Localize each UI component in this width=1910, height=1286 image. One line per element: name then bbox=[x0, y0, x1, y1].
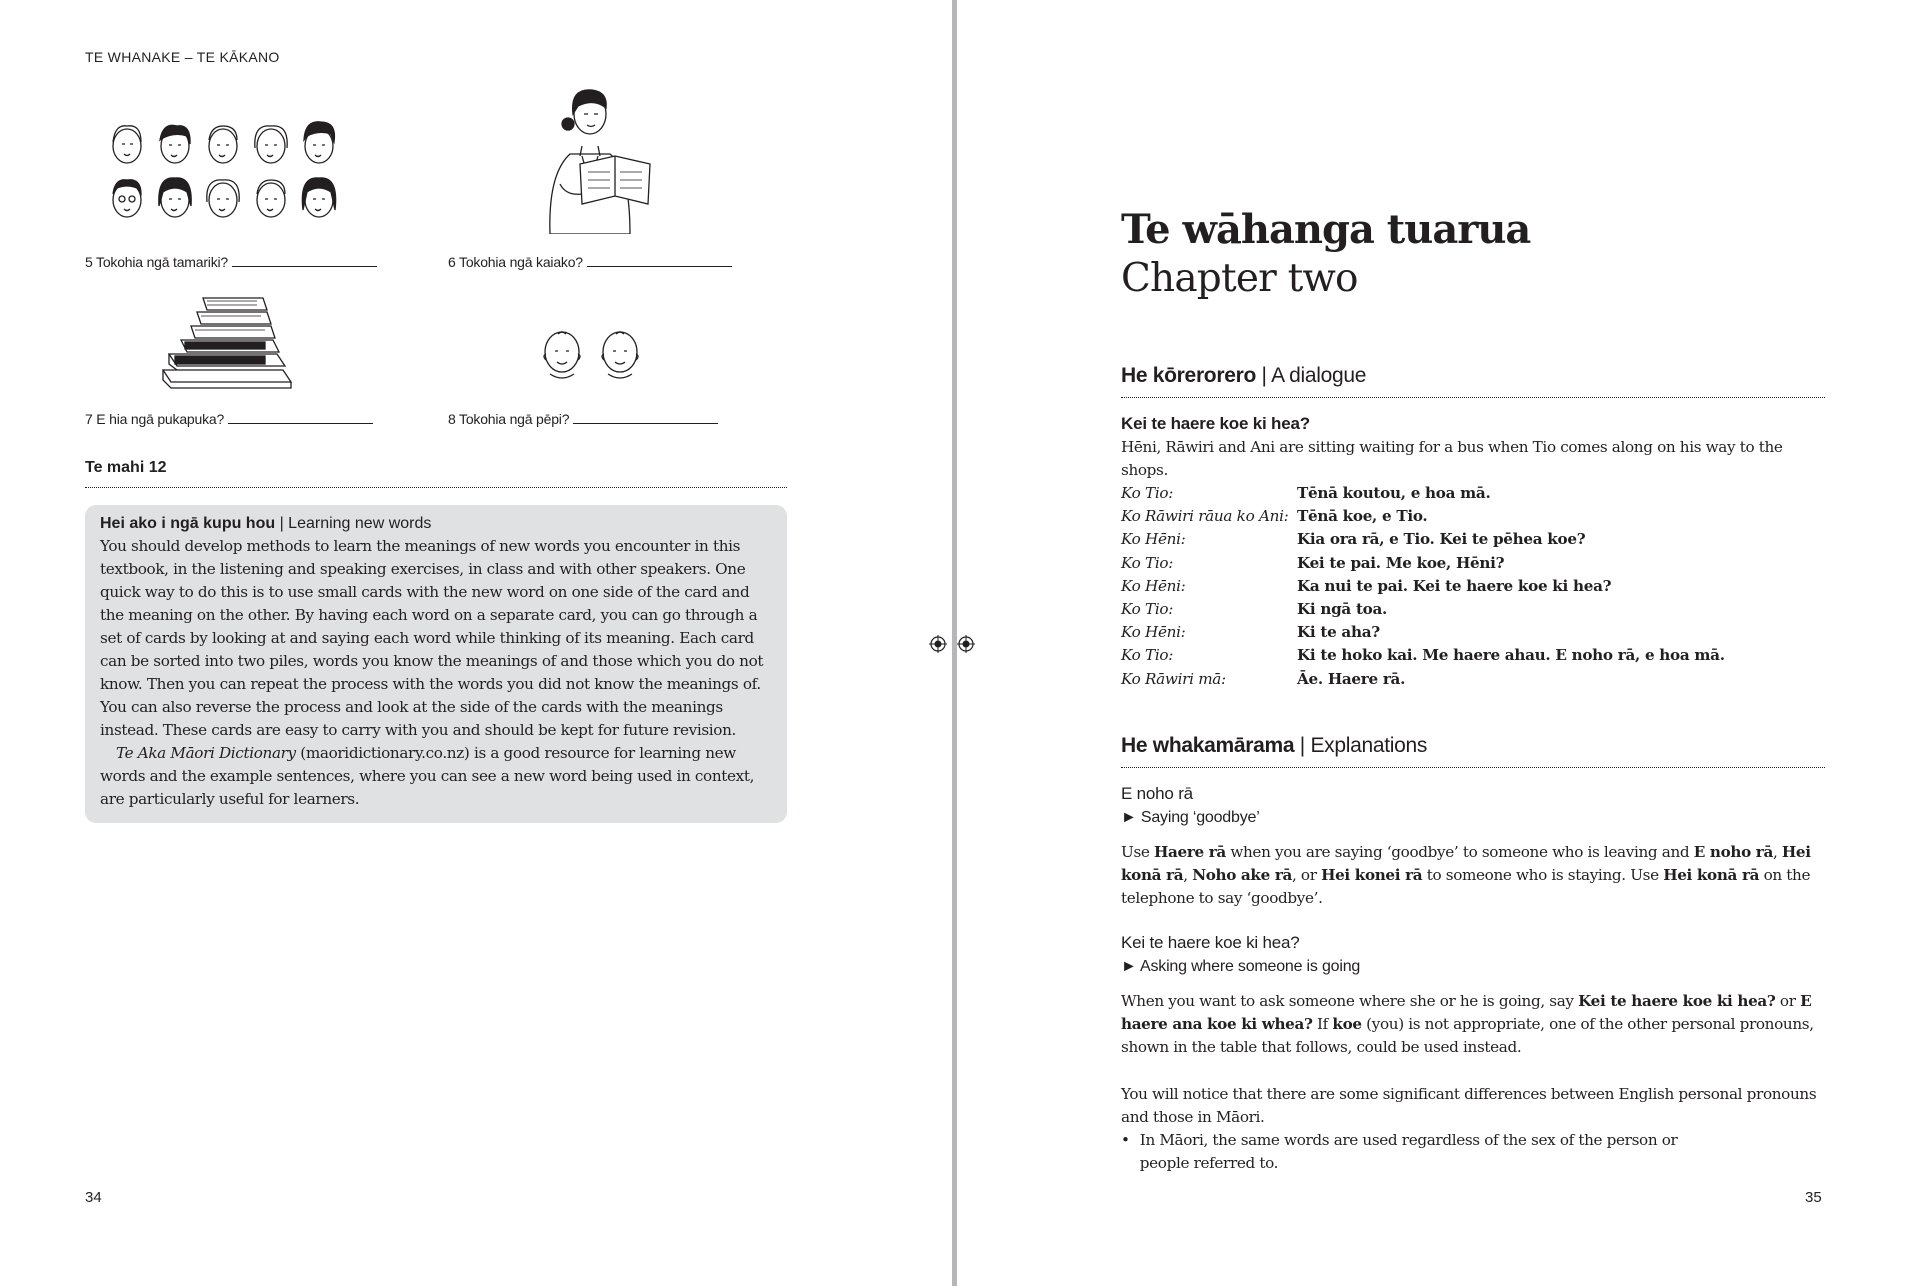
dialogue-row bbox=[1121, 668, 1725, 691]
text-run: When you want to ask someone where she or he is going, say bbox=[1121, 992, 1579, 1010]
question-6 bbox=[448, 254, 732, 270]
question-text: Tokohia ngā pēpi? bbox=[459, 411, 570, 427]
speaker: Ko Tio: bbox=[1121, 553, 1174, 572]
text-run: , bbox=[1772, 843, 1782, 861]
section-divider bbox=[1121, 397, 1825, 398]
dialogue-row bbox=[1121, 644, 1725, 667]
speaker: Ko Rāwiri rāua ko Ani: bbox=[1121, 507, 1289, 526]
dictionary-title: Te Aka Māori Dictionary bbox=[116, 744, 296, 762]
text-run: If bbox=[1312, 1015, 1333, 1033]
dialogue-row bbox=[1121, 482, 1725, 505]
child-face-icon bbox=[255, 126, 287, 163]
child-face-icon bbox=[160, 125, 190, 163]
speaker: Ko Tio: bbox=[1121, 484, 1174, 502]
child-face-icon bbox=[302, 178, 335, 217]
dialogue-line: Ki te aha? bbox=[1297, 623, 1380, 642]
children-faces-icon bbox=[105, 114, 345, 234]
box-paragraph-2 bbox=[100, 742, 772, 811]
term: E haere ana koe ki whea? bbox=[1121, 992, 1812, 1033]
section-divider bbox=[1121, 767, 1825, 768]
dialogue-line: Āe. Haere rā. bbox=[1297, 669, 1406, 688]
speaker: Ko Hēni: bbox=[1121, 530, 1186, 549]
text-run: to someone who is staying. Use bbox=[1422, 866, 1664, 884]
question-text: E hia ngā pukapuka? bbox=[96, 411, 225, 427]
term: koe bbox=[1332, 1015, 1362, 1033]
dialogue-row bbox=[1121, 552, 1725, 575]
dialogue-line: Ka nui te pai. Kei te haere koe ki hea? bbox=[1297, 576, 1612, 595]
child-face-icon bbox=[209, 126, 237, 163]
question-8 bbox=[448, 411, 718, 427]
dialogue-title: Kei te haere koe ki hea? bbox=[1121, 414, 1310, 433]
child-face-icon bbox=[113, 180, 141, 217]
dialogue-intro: Hēni, Rāwiri and Ani are sitting waiting for a bus when Tio comes along on his way to the shops. bbox=[1121, 438, 1783, 479]
child-face-icon bbox=[304, 122, 334, 163]
question-text: Tokohia ngā tamariki? bbox=[96, 254, 229, 270]
term: Noho ake rā bbox=[1192, 866, 1292, 884]
section-heading-english: A dialogue bbox=[1271, 364, 1367, 387]
explanation-1-body bbox=[1121, 841, 1827, 910]
dialogue-line: Kia ora rā, e Tio. Kei te pēhea koe? bbox=[1297, 530, 1586, 549]
speaker: Ko Rāwiri mā: bbox=[1121, 669, 1226, 688]
child-face-icon bbox=[159, 178, 191, 217]
section-heading-maori: He whakamārama bbox=[1121, 734, 1295, 757]
heading-separator: | bbox=[1256, 364, 1272, 387]
dialogue-row bbox=[1121, 598, 1725, 621]
child-face-icon bbox=[257, 180, 285, 217]
stack-of-books-icon bbox=[155, 290, 300, 390]
question-number: 7 bbox=[85, 411, 93, 427]
question-number: 5 bbox=[85, 254, 93, 270]
chapter-title: Te wāhanga tuarua bbox=[1121, 206, 1531, 253]
box-paragraph-1: You should develop methods to learn the meanings of new words you encounter in this textbook, in the listening and speaking exercises, in class and with other speakers. One quick way to do this is to use small cards with the new word on one side of the card and the meaning on the other. By having each word on a separate card, you can go through a set of cards by looking at and saying each word while thinking of its meaning. Each card can be sorted into two piles, words you know the meanings of and those which you do not know. Then you can repeat the process with the words you did not know the meanings of. You can also reverse the process and look at the side of the cards with the meanings instead. These cards are easy to carry with you and should be kept for future revision. bbox=[100, 537, 764, 739]
question-number: 8 bbox=[448, 411, 456, 427]
question-7 bbox=[85, 411, 373, 427]
dialogue-line: Tēnā koe, e Tio. bbox=[1297, 507, 1428, 526]
speaker: Ko Hēni: bbox=[1121, 576, 1186, 595]
dialogue-line: Tēnā koutou, e hoa mā. bbox=[1297, 484, 1491, 502]
answer-blank[interactable] bbox=[587, 254, 732, 267]
term: Hei konei rā bbox=[1321, 866, 1423, 884]
explanation-2-title: Kei te haere koe ki hea? bbox=[1121, 933, 1300, 952]
question-text: Tokohia ngā kaiako? bbox=[459, 254, 583, 270]
speaker: Ko Tio: bbox=[1121, 600, 1174, 619]
child-face-icon bbox=[207, 180, 239, 217]
dialogue bbox=[1121, 482, 1725, 691]
answer-blank[interactable] bbox=[232, 254, 377, 267]
box-heading-english: Learning new words bbox=[288, 515, 432, 532]
text-run: on the telephone to say ‘goodbye’. bbox=[1121, 866, 1811, 907]
explanation-1-topic: ► Saying ‘goodbye’ bbox=[1121, 809, 1260, 826]
two-babies-icon bbox=[538, 324, 644, 388]
box-body bbox=[100, 535, 772, 811]
section-divider bbox=[85, 487, 787, 488]
page-number-left: 34 bbox=[85, 1189, 102, 1206]
term: Hei konā rā bbox=[1663, 866, 1760, 884]
question-5 bbox=[85, 254, 377, 270]
heading-separator: | bbox=[275, 515, 289, 532]
heading-separator: | bbox=[1294, 734, 1311, 757]
explanation-1-title: E noho rā bbox=[1121, 784, 1193, 803]
bullet-mark: • bbox=[1121, 1131, 1130, 1149]
chapter-subtitle: Chapter two bbox=[1121, 256, 1358, 301]
section-heading-maori: He kōrerorero bbox=[1121, 364, 1256, 387]
text-run: , or bbox=[1291, 866, 1322, 884]
term: E noho rā bbox=[1693, 843, 1773, 861]
question-number: 6 bbox=[448, 254, 456, 270]
section-heading-english: Explanations bbox=[1310, 734, 1428, 757]
answer-blank[interactable] bbox=[573, 411, 718, 424]
box-heading-maori: Hei ako i ngā kupu hou bbox=[100, 515, 276, 532]
text-run: Use bbox=[1121, 843, 1155, 861]
speaker: Ko Tio: bbox=[1121, 646, 1174, 665]
page-number-right: 35 bbox=[1805, 1189, 1822, 1206]
dialogue-row bbox=[1121, 505, 1725, 528]
exercise-title: Te mahi 12 bbox=[85, 459, 167, 476]
dialogue-row bbox=[1121, 528, 1725, 551]
box-heading bbox=[100, 515, 772, 533]
left-page bbox=[0, 0, 954, 1286]
bullet-text: In Māori, the same words are used regardless of the sex of the person or people referred to. bbox=[1139, 1131, 1678, 1172]
explanation-2-paragraph-2: You will notice that there are some significant differences between English personal pronouns and those in Māori. bbox=[1121, 1085, 1817, 1126]
explanations-section-heading bbox=[1121, 734, 1427, 758]
registration-mark-icon bbox=[957, 635, 975, 653]
registration-mark-icon bbox=[929, 635, 947, 653]
dialogue-row bbox=[1121, 621, 1725, 644]
dialogue-line: Kei te pai. Me koe, Hēni? bbox=[1297, 553, 1505, 572]
term: Hei konā rā bbox=[1121, 843, 1811, 884]
speaker: Ko Hēni: bbox=[1121, 623, 1186, 642]
child-face-icon bbox=[113, 126, 141, 163]
running-head: TE WHANAKE – TE KĀKANO bbox=[85, 49, 280, 65]
text-run: or bbox=[1775, 992, 1801, 1010]
text-run: , bbox=[1183, 866, 1193, 884]
text-run: when you are saying ‘goodbye’ to someone who is leaving and bbox=[1225, 843, 1694, 861]
answer-blank[interactable] bbox=[228, 411, 373, 424]
dialogue-section-heading bbox=[1121, 364, 1366, 388]
box-paragraph-2-text: (maoridictionary.co.nz) is a good resource for learning new words and the example sentences, where you can see a new word being used in context, are particularly useful for learners. bbox=[100, 744, 755, 808]
dialogue-line: Ki ngā toa. bbox=[1297, 600, 1388, 619]
text-run: (you) is not appropriate, one of the other personal pronouns, shown in the table that follows, could be used instead. bbox=[1121, 1015, 1814, 1056]
learning-tip-box bbox=[85, 505, 787, 823]
explanation-2-body bbox=[1121, 990, 1827, 1059]
dialogue-row bbox=[1121, 575, 1725, 598]
teacher-with-book-icon bbox=[530, 84, 656, 234]
term: Haere rā bbox=[1154, 843, 1226, 861]
bullet-item bbox=[1121, 1129, 1721, 1175]
explanation-2-topic: ► Asking where someone is going bbox=[1121, 958, 1361, 975]
dialogue-line: Ki te hoko kai. Me haere ahau. E noho rā, e hoa mā. bbox=[1297, 646, 1725, 665]
term: Kei te haere koe ki hea? bbox=[1578, 992, 1776, 1010]
